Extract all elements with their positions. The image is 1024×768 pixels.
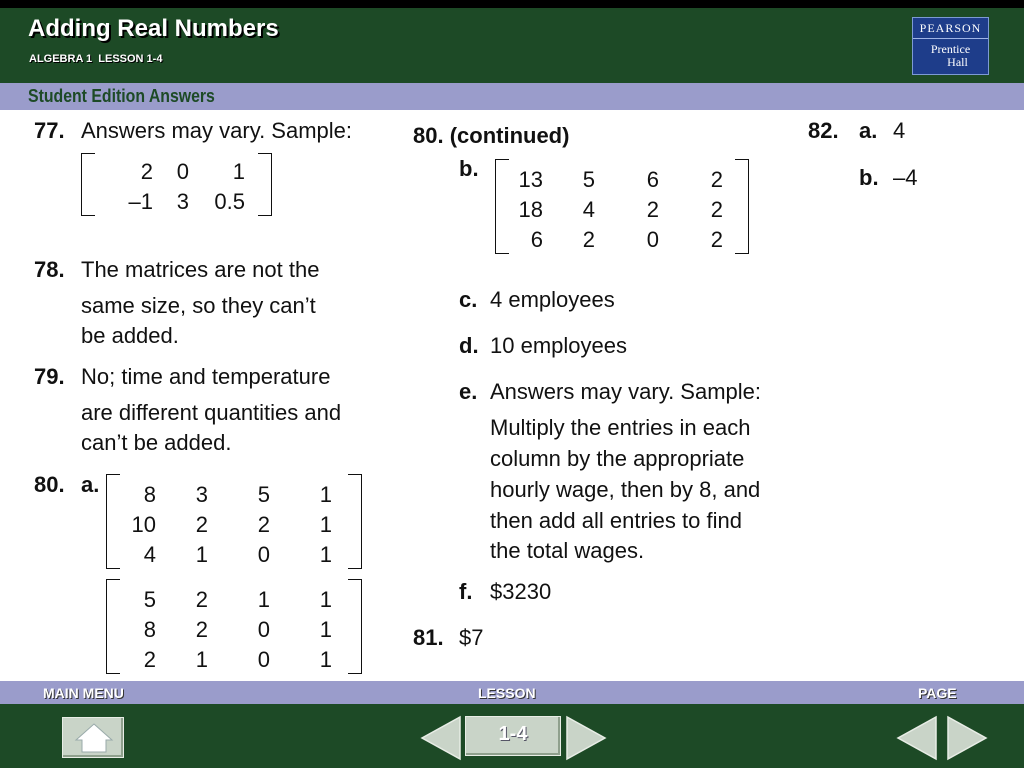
matrix-cell: 2 xyxy=(646,197,659,222)
q79-number: 79. xyxy=(34,364,65,389)
home-icon xyxy=(74,722,114,754)
q82a-letter: a. xyxy=(859,118,878,143)
matrix-cell: 1 xyxy=(319,647,332,672)
matrix-cell: –1 xyxy=(128,189,153,214)
matrix-cell: 0 xyxy=(176,159,189,184)
q80-number: 80. xyxy=(34,472,65,497)
section-heading: Student Edition Answers xyxy=(28,86,215,106)
lesson-number-button[interactable]: 1-4 xyxy=(465,716,561,756)
matrix-cell: 2 xyxy=(140,159,153,184)
matrix-cell: 6 xyxy=(646,167,659,192)
q78-number: 78. xyxy=(34,257,65,282)
main-menu-label: MAIN MENU xyxy=(43,685,124,701)
page-next-button[interactable] xyxy=(946,715,988,761)
matrix-cell: 1 xyxy=(319,587,332,612)
q79-line1: No; time and temperature xyxy=(81,364,331,389)
matrix-cell: 2 xyxy=(195,617,208,642)
q80f-letter: f. xyxy=(459,579,473,604)
matrix-cell: 18 xyxy=(518,197,543,222)
matrix-cell: 2 xyxy=(710,167,723,192)
q82a-text: 4 xyxy=(893,118,906,143)
matrix-cell: 2 xyxy=(143,647,156,672)
q80a-letter: a. xyxy=(81,472,100,497)
matrix-cell: 13 xyxy=(518,167,543,192)
q81-number: 81. xyxy=(413,625,444,650)
q80e-line4: hourly wage, then by 8, and xyxy=(490,477,761,502)
matrix-cell: 4 xyxy=(582,197,595,222)
matrix-cell: 5 xyxy=(143,587,156,612)
matrix-bracket-right xyxy=(735,159,749,254)
matrix-cell: 10 xyxy=(131,512,156,537)
matrix-bracket-left xyxy=(106,474,120,569)
logo-pearson-text: PEARSON xyxy=(913,18,988,39)
q78-line3: be added. xyxy=(81,323,179,348)
q80a-matrix-1 xyxy=(106,474,362,569)
page-subtitle: ALGEBRA 1 LESSON 1-4 xyxy=(29,53,163,65)
main-menu-button[interactable] xyxy=(62,717,124,758)
matrix-cell: 1 xyxy=(195,542,208,567)
matrix-bracket-right xyxy=(348,579,362,674)
q82b-letter: b. xyxy=(859,165,879,190)
q77-number: 77. xyxy=(34,118,65,143)
logo-hall-text: Hall xyxy=(947,55,968,69)
matrix-cell: 0 xyxy=(257,647,270,672)
pearson-logo xyxy=(912,17,989,75)
matrix-cell: 8 xyxy=(143,482,156,507)
q80e-line6: the total wages. xyxy=(490,538,645,563)
matrix-cell: 2 xyxy=(582,227,595,252)
matrix-cell: 5 xyxy=(257,482,270,507)
q80b-matrix xyxy=(495,159,749,254)
logo-prentice-text: Prentice xyxy=(930,42,971,56)
q78-line2: same size, so they can’t xyxy=(81,293,316,318)
q82b-text: –4 xyxy=(893,165,918,190)
matrix-bracket-right xyxy=(348,474,362,569)
q80b-letter: b. xyxy=(459,156,479,181)
q80d-letter: d. xyxy=(459,333,479,358)
q80e-line1: Answers may vary. Sample: xyxy=(490,379,762,404)
matrix-cell: 6 xyxy=(530,227,543,252)
matrix-cell: 1 xyxy=(195,647,208,672)
matrix-cell: 5 xyxy=(582,167,595,192)
q77-matrix xyxy=(81,153,272,216)
q82-number: 82. xyxy=(808,118,839,143)
lesson-prev-button[interactable] xyxy=(420,715,462,761)
matrix-bracket-right xyxy=(258,153,272,216)
q77-text: Answers may vary. Sample: xyxy=(81,118,353,143)
q80c-letter: c. xyxy=(459,287,478,312)
q80c-text: 4 employees xyxy=(490,287,615,312)
matrix-cell: 2 xyxy=(195,512,208,537)
arrow-left-icon xyxy=(422,717,460,759)
q80d-text: 10 employees xyxy=(490,333,627,358)
q80e-line5: then add all entries to find xyxy=(490,508,742,533)
q80f-text: $3230 xyxy=(490,579,552,604)
matrix-cell: 1 xyxy=(319,542,332,567)
arrow-right-icon xyxy=(948,717,986,759)
lesson-label: LESSON xyxy=(478,685,536,701)
matrix-cell: 0.5 xyxy=(214,189,245,214)
q80-continued-heading: 80. (continued) xyxy=(413,123,570,148)
arrow-right-icon xyxy=(567,717,605,759)
matrix-cell: 3 xyxy=(195,482,208,507)
matrix-cell: 2 xyxy=(710,227,723,252)
page-label: PAGE xyxy=(918,685,957,701)
matrix-cell: 1 xyxy=(257,587,270,612)
matrix-cell: 1 xyxy=(319,617,332,642)
matrix-cell: 0 xyxy=(646,227,659,252)
page-prev-button[interactable] xyxy=(896,715,938,761)
matrix-cell: 8 xyxy=(143,617,156,642)
q80a-matrix-2 xyxy=(106,579,362,674)
matrix-cell: 2 xyxy=(257,512,270,537)
q80e-letter: e. xyxy=(459,379,478,404)
q80e-line2: Multiply the entries in each xyxy=(490,415,751,440)
matrix-bracket-left xyxy=(81,153,95,216)
q79-line2: are different quantities and xyxy=(81,400,342,425)
matrix-cell: 1 xyxy=(319,482,332,507)
matrix-cell: 0 xyxy=(257,617,270,642)
matrix-cell: 2 xyxy=(195,587,208,612)
q80e-line3: column by the appropriate xyxy=(490,446,745,471)
lesson-next-button[interactable] xyxy=(565,715,607,761)
matrix-cell: 1 xyxy=(319,512,332,537)
matrix-cell: 3 xyxy=(176,189,189,214)
q79-line3: can’t be added. xyxy=(81,430,232,455)
matrix-cell: 4 xyxy=(143,542,156,567)
matrix-cell: 2 xyxy=(710,197,723,222)
page-title: Adding Real Numbers xyxy=(28,15,279,42)
arrow-left-icon xyxy=(898,717,936,759)
matrix-cell: 0 xyxy=(257,542,270,567)
matrix-cell: 1 xyxy=(232,159,245,184)
q81-text: $7 xyxy=(459,625,484,650)
matrix-bracket-left xyxy=(106,579,120,674)
q78-line1: The matrices are not the xyxy=(81,257,320,282)
